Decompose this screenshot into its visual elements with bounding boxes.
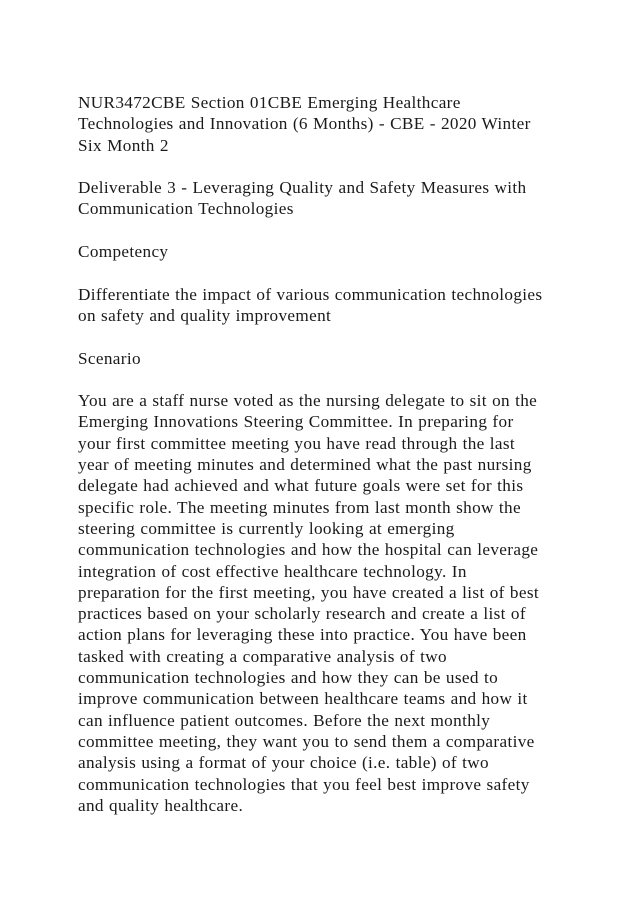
scenario-heading-text: Scenario — [78, 348, 141, 368]
scenario-text-line: tasked with creating a comparative analysis of two — [78, 646, 447, 666]
scenario-text — [78, 390, 578, 816]
deliverable-title-line: Deliverable 3 - Leveraging Quality and Safety Measures with — [78, 178, 527, 198]
scenario-text-line: preparation for the first meeting, you have created a list of best — [78, 582, 539, 602]
scenario-text-line: communication technologies that you feel best improve safety — [78, 774, 530, 794]
scenario-text-line: delegate had achieved and what future goals were set for this — [78, 476, 524, 496]
scenario-text-line: practices based on your scholarly research and create a list of — [78, 604, 526, 624]
scenario-heading — [78, 348, 578, 369]
scenario-text-line: steering committee is currently looking at emerging — [78, 518, 455, 538]
deliverable-title — [78, 177, 578, 220]
scenario-text-line: committee meeting, they want you to send them a comparative — [78, 731, 535, 751]
scenario-text-line: improve communication between healthcare teams and how it — [78, 689, 528, 709]
scenario-text-line: communication technologies and how the hospital can leverage — [78, 540, 539, 560]
scenario-text-line: specific role. The meeting minutes from last month show the — [78, 497, 521, 517]
scenario-text-line: action plans for leveraging these into practice. You have been — [78, 625, 527, 645]
competency-text — [78, 284, 578, 327]
document-page — [78, 92, 578, 837]
scenario-text-line: You are a staff nurse voted as the nursing delegate to sit on the — [78, 391, 538, 411]
competency-heading — [78, 241, 578, 262]
deliverable-title-line: Communication Technologies — [78, 199, 294, 219]
competency-text-line: on safety and quality improvement — [78, 305, 332, 325]
course-heading-line: Six Month 2 — [78, 135, 169, 155]
scenario-text-line: and quality healthcare. — [78, 795, 244, 815]
course-heading-line: NUR3472CBE Section 01CBE Emerging Healthcare — [78, 93, 461, 112]
competency-heading-text: Competency — [78, 242, 169, 262]
scenario-text-line: your first committee meeting you have read through the last — [78, 433, 516, 453]
scenario-text-line: analysis using a format of your choice (i.e. table) of two — [78, 753, 489, 773]
scenario-text-line: Emerging Innovations Steering Committee. In preparing for — [78, 412, 514, 432]
scenario-text-line: year of meeting minutes and determined what the past nursing — [78, 455, 532, 475]
course-heading — [78, 92, 578, 156]
scenario-text-line: integration of cost effective healthcare technology. In — [78, 561, 467, 581]
competency-text-line: Differentiate the impact of various communication technologies — [78, 284, 543, 304]
course-heading-line: Technologies and Innovation (6 Months) - CBE - 2020 Winter — [78, 114, 531, 134]
scenario-text-line: can influence patient outcomes. Before the next monthly — [78, 710, 491, 730]
scenario-text-line: communication technologies and how they can be used to — [78, 668, 499, 688]
